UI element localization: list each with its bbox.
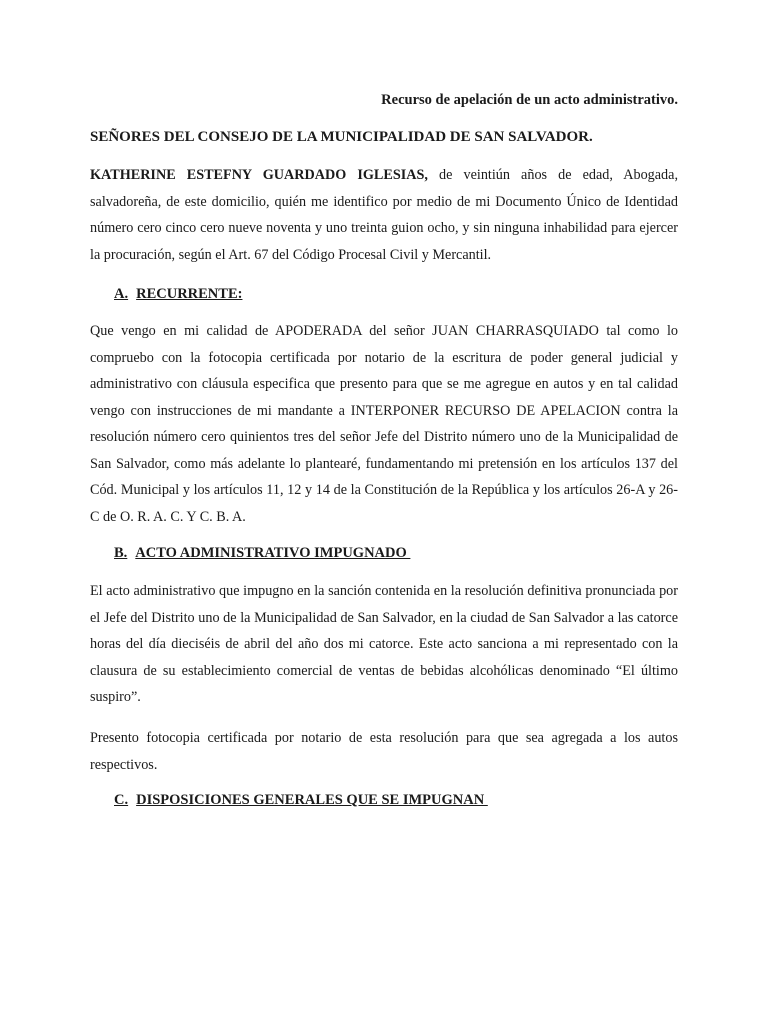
section-number: A. bbox=[114, 286, 129, 302]
intro-text: de veintiún años de edad, Abogada, salvadoreña, de este domicilio, quién me identifico por medio de mi Documento Único de Identidad número cero cinco cero nueve noventa y uno treinta guion ocho, y sin ninguna inhabilidad para ejercer la procuración, según el Art. 67 del Código Procesal Civil y Mercantil. bbox=[90, 167, 678, 263]
intro-paragraph bbox=[90, 162, 678, 268]
section-title: DISPOSICIONES GENERALES QUE SE IMPUGNAN bbox=[136, 792, 488, 808]
section-b-paragraph-2: Presento fotocopia certificada por notario de esta resolución para que sea agregada a los autos respectivos. bbox=[90, 730, 678, 773]
section-title: RECURRENTE: bbox=[136, 286, 243, 302]
section-number: B. bbox=[114, 545, 128, 561]
section-number: C. bbox=[114, 792, 129, 808]
section-b-paragraph-1: El acto administrativo que impugno en la sanción contenida en la resolución definitiva pronunciada por el Jefe del Distrito uno de la Municipalidad de San Salvador, en la ciudad de San Salvador a las catorce horas del día dieciséis de abril del año dos mi catorce. Este acto sanciona a mi representado con la clausura de su establecimiento comercial de ventas de bebidas alcohólicas denominado “El último suspiro”. bbox=[90, 583, 678, 705]
petitioner-name: KATHERINE ESTEFNY GUARDADO IGLESIAS, bbox=[90, 167, 428, 183]
section-heading-a bbox=[114, 286, 242, 303]
section-heading-c bbox=[114, 792, 488, 809]
section-a-paragraph-1: Que vengo en mi calidad de APODERADA del señor JUAN CHARRASQUIADO tal como lo compruebo con la fotocopia certificada por notario de la escritura de poder general judicial y administrativo con cláusula especifica que presento para que se me agregue en autos y en tal calidad vengo con instrucciones de mi mandante a INTERPONER RECURSO DE APELACION contra la resolución número cero quinientos tres del señor Jefe del Distrito número uno de la Municipalidad de San Salvador, como más adelante lo plantearé, fundamentando mi pretensión en los artículos 137 del Cód. Municipal y los artículos 11, 12 y 14 de la Constitución de la República y los artículos 26-A y 26-C de O. R. A. C. Y C. B. A. bbox=[90, 323, 678, 525]
section-title: ACTO ADMINISTRATIVO IMPUGNADO bbox=[135, 545, 411, 561]
addressee-line: SEÑORES DEL CONSEJO DE LA MUNICIPALIDAD DE SAN SALVADOR. bbox=[90, 129, 593, 145]
section-heading-b bbox=[114, 545, 410, 562]
document-title: Recurso de apelación de un acto administrativo. bbox=[381, 92, 678, 108]
